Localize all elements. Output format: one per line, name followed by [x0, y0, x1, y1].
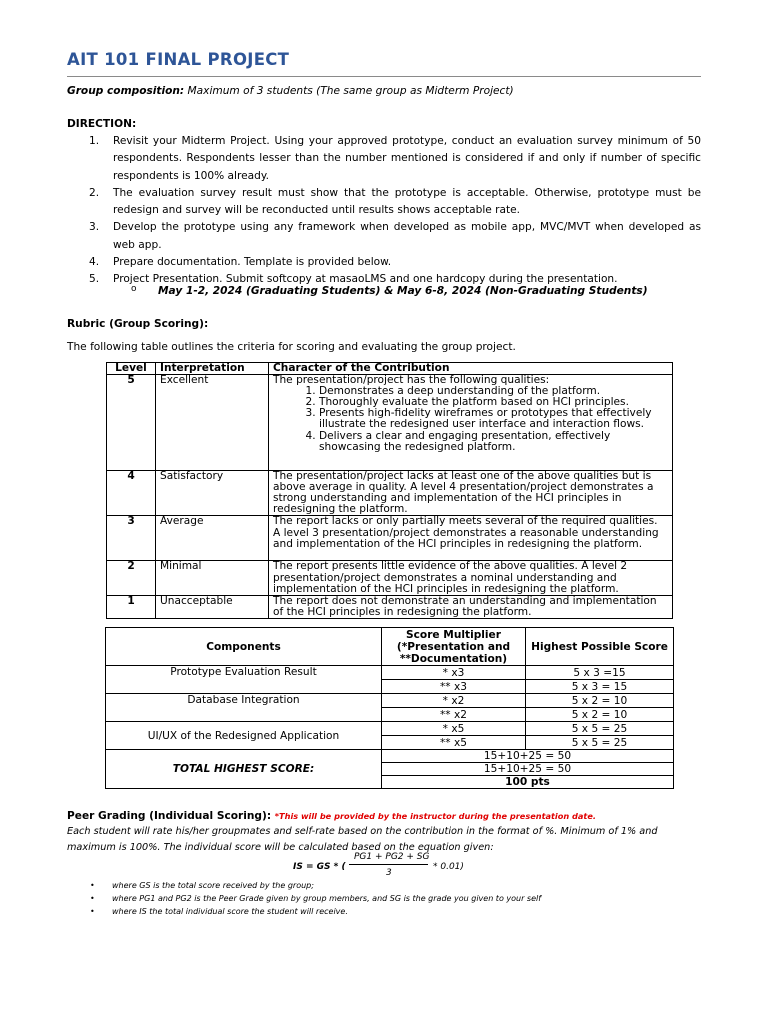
highest-cell: 5 x 2 = 10 [526, 708, 674, 722]
item-text: The evaluation survey result must show that the prototype is acceptable. Otherwise, prototype must be redesign and survey will be reconducted until results shows acceptable rate. [113, 186, 701, 217]
item-number: 4. [89, 256, 100, 269]
item-text: Project Presentation. Submit softcopy at masaoLMS and one hardcopy during the presentation. [113, 273, 618, 286]
total-points: 100 pts [382, 776, 674, 789]
table-header-row [106, 628, 674, 666]
bullet-icon: • [90, 907, 95, 916]
rubric-heading: Rubric (Group Scoring): [67, 318, 209, 330]
title-divider [67, 76, 701, 77]
item-number: 1. [89, 135, 100, 147]
col-header-interpretation: Interpretation [156, 363, 269, 375]
multiplier-cell: ** x5 [382, 736, 526, 750]
character-cell: The report does not demonstrate an understanding and implementation of the HCI principles in redesigning the platform. [269, 595, 673, 618]
item-text: Develop the prototype using any framework when developed as mobile app, MVC/MVT when developed as web app. [113, 221, 701, 251]
component-cell: Database Integration [106, 694, 382, 722]
col-header-character: Character of the Contribution [269, 363, 673, 375]
rubric-intro: The following table outlines the criteria for scoring and evaluating the group project. [67, 341, 516, 353]
interpretation-cell: Satisfactory [156, 471, 269, 516]
interpretation-cell: Excellent [156, 375, 269, 471]
table-row [107, 561, 673, 595]
bullet-text: where GS is the total score received by the group; [112, 881, 314, 890]
level-cell: 5 [107, 375, 156, 471]
table-row [107, 471, 673, 516]
peer-grading-heading: Peer Grading (Individual Scoring): [67, 810, 272, 822]
total-label: TOTAL HIGHEST SCORE: [106, 750, 382, 789]
list-item: 4. Delivers a clear and engaging presentation, effectively showcasing the redesigned platform. [319, 431, 668, 453]
direction-item [67, 185, 701, 220]
peer-grading-heading-line [67, 810, 596, 822]
highest-cell: 5 x 5 = 25 [526, 736, 674, 750]
fraction-bar [349, 864, 428, 865]
peer-grading-text: Each student will rate his/her groupmates and self-rate based on the contribution in the format of %. Minimum of 1% and maximum is 100%. The individual score will be calculated based on the equation given: [67, 826, 658, 853]
multiplier-cell: * x2 [382, 694, 526, 708]
table-row [107, 375, 673, 471]
table-row [107, 595, 673, 618]
total-row [106, 750, 674, 763]
table-row [106, 666, 674, 680]
highest-cell: 5 x 3 =15 [526, 666, 674, 680]
presentation-dates-text: May 1-2, 2024 (Graduating Students) & May 6-8, 2024 (Non-Graduating Students) [158, 285, 648, 297]
level-cell: 4 [107, 471, 156, 516]
interpretation-cell: Average [156, 516, 269, 561]
formula-lhs: IS = GS * ( [293, 862, 346, 872]
circle-bullet-icon: o [131, 284, 137, 294]
highest-cell: 5 x 2 = 10 [526, 694, 674, 708]
group-composition-text: Maximum of 3 students (The same group as Midterm Project) [187, 85, 514, 97]
table-row [106, 694, 674, 708]
interpretation-cell: Minimal [156, 561, 269, 595]
multiplier-cell: * x5 [382, 722, 526, 736]
component-cell: Prototype Evaluation Result [106, 666, 382, 694]
col-header-multiplier: Score Multiplier (*Presentation and **Documentation) [382, 628, 526, 666]
direction-list [67, 133, 701, 289]
level-cell: 1 [107, 595, 156, 618]
bullet-icon: • [90, 881, 95, 890]
table-row [107, 516, 673, 561]
multiplier-cell: ** x3 [382, 680, 526, 694]
item-text: Revisit your Midterm Project. Using your approved prototype, conduct an evaluation survey minimum of 50 respondents. Respondents lesser than the number mentioned is considered if and only if number of specific respondents is 100% already. [113, 135, 701, 182]
direction-item [67, 254, 701, 271]
list-item: 2. Thoroughly evaluate the platform based on HCI principles. [319, 397, 668, 408]
multiplier-cell: ** x2 [382, 708, 526, 722]
character-cell [269, 375, 673, 471]
direction-item [67, 219, 701, 254]
highest-cell: 5 x 5 = 25 [526, 722, 674, 736]
group-composition-label: Group composition: [67, 85, 185, 97]
direction-item [67, 133, 701, 185]
col-header-highest: Highest Possible Score [526, 628, 674, 666]
formula-denominator: 3 [386, 868, 392, 878]
total-cell: 15+10+25 = 50 [382, 763, 674, 776]
col-header-components: Components [106, 628, 382, 666]
character-text: The presentation/project has the following qualities: [273, 374, 550, 387]
formula-numerator: PG1 + PG2 + SG [354, 852, 430, 862]
level-cell: 3 [107, 516, 156, 561]
item-number: 2. [89, 186, 100, 199]
component-cell: UI/UX of the Redesigned Application [106, 722, 382, 750]
direction-heading: DIRECTION: [67, 118, 137, 130]
rubric-table [106, 362, 673, 619]
formula-tail: * 0.01) [433, 862, 464, 872]
item-number: 3. [89, 221, 100, 234]
group-composition [67, 85, 514, 97]
character-cell: The report presents little evidence of the above qualities. A level 2 presentation/project demonstrates a nominal understanding and implementation of the HCI principles in redesigning the platform. [269, 561, 673, 595]
highest-cell: 5 x 3 = 15 [526, 680, 674, 694]
score-table [105, 627, 674, 789]
col-header-level: Level [107, 363, 156, 375]
page-title: AIT 101 FINAL PROJECT [67, 50, 290, 69]
character-cell: The presentation/project lacks at least one of the above qualities but is above average in quality. A level 4 presentation/project demonstrates a strong understanding and implementation of the HCI principles in redesigning the platform. [269, 471, 673, 516]
bullet-text: where PG1 and PG2 is the Peer Grade given by group members, and SG is the grade you given to your self [112, 894, 542, 903]
item-text: Prepare documentation. Template is provided below. [113, 256, 392, 269]
list-item: 3. Presents high-fidelity wireframes or prototypes that effectively illustrate the redesigned user interface and interaction flows. [319, 408, 668, 430]
total-cell: 15+10+25 = 50 [382, 750, 674, 763]
peer-grading-note: *This will be provided by the instructor during the presentation date. [274, 811, 596, 821]
table-row [106, 722, 674, 736]
level-cell: 2 [107, 561, 156, 595]
list-item: 1. Demonstrates a deep understanding of the platform. [319, 386, 668, 397]
table-header-row [107, 363, 673, 375]
qualities-list [273, 386, 668, 453]
item-number: 5. [89, 273, 100, 286]
bullet-icon: • [90, 894, 95, 903]
character-cell: The report lacks or only partially meets several of the required qualities. A level 3 presentation/project demonstrates a reasonable understanding and implementation of the HCI principles in redesigning the platform. [269, 516, 673, 561]
bullet-text: where IS the total individual score the student will receive. [112, 907, 348, 916]
multiplier-cell: * x3 [382, 666, 526, 680]
interpretation-cell: Unacceptable [156, 595, 269, 618]
